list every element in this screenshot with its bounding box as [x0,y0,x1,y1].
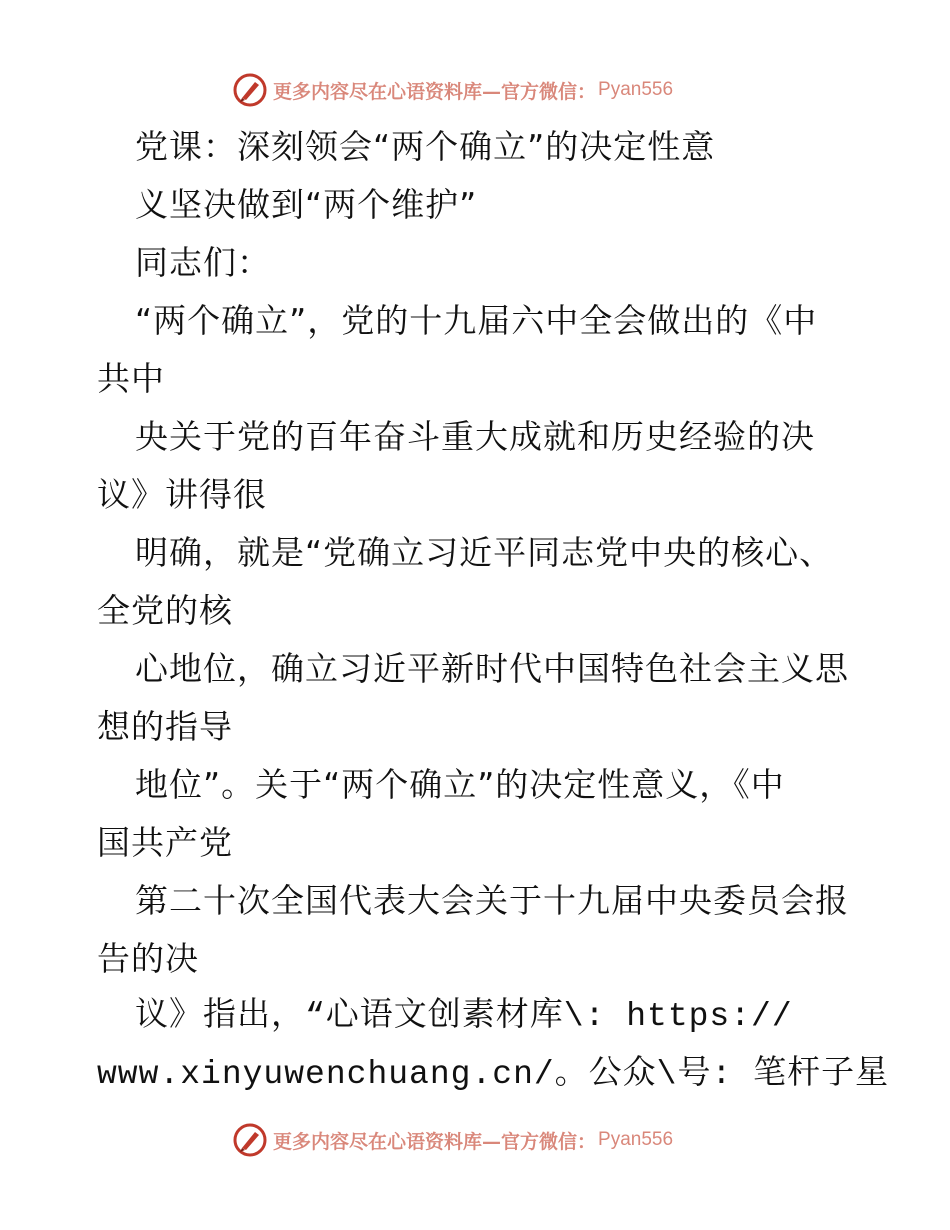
pen-logo-icon [233,1123,267,1157]
paragraph-line: 全党的核 [97,591,233,630]
paragraph-line: 第二十次全国代表大会关于十九届中央委员会报 [135,881,849,920]
salutation: 同志们： [135,243,271,282]
title-line-2: 义坚决做到“两个维护” [135,185,478,224]
watermark-wechat-id: Pyan556 [598,79,674,100]
paragraph-line: 共中 [97,359,165,398]
paragraph-line: 议》指出，“心语文创素材库\: https:// [135,998,793,1035]
paragraph-line: 明确，就是“党确立习近平同志党中央的核心、 [135,533,834,572]
pen-logo-icon [233,73,267,107]
paragraph-line: 想的指导 [97,707,233,746]
watermark-wechat-id: Pyan556 [598,1129,674,1150]
watermark-text: 更多内容尽在心语资料库—官方微信： [273,1130,597,1153]
paragraph-line: 国共产党 [97,823,233,862]
header-watermark [233,70,673,110]
document-body [97,118,890,1104]
paragraph-line: 心地位，确立习近平新时代中国特色社会主义思 [135,649,849,688]
paragraph-line: 央关于党的百年奋斗重大成就和历史经验的决 [135,417,815,456]
paragraph-line: “两个确立”，党的十九届六中全会做出的《中 [135,301,818,340]
paragraph-line: 告的决 [97,939,199,978]
title-line-1: 党课：深刻领会“两个确立”的决定性意 [135,127,716,166]
footer-watermark [233,1120,673,1160]
paragraph-line: www.xinyuwenchuang.cn/。公众\号: 笔杆子星 [97,1056,890,1093]
watermark-text: 更多内容尽在心语资料库—官方微信： [273,80,597,103]
paragraph-line: 议》讲得很 [97,475,267,514]
paragraph-line: 地位”。关于“两个确立”的决定性意义，《中 [135,765,785,804]
